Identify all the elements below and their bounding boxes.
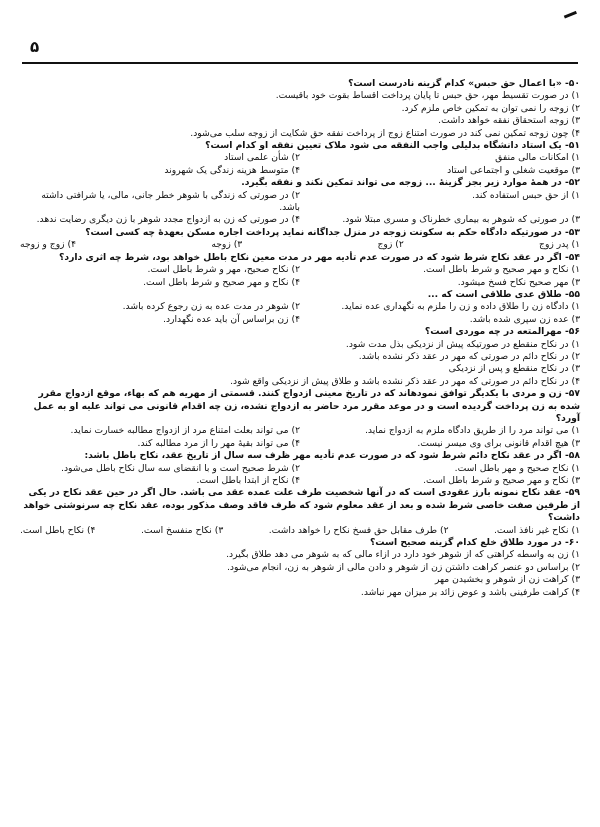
question-59-options bbox=[20, 525, 580, 537]
corner-mark bbox=[564, 11, 579, 24]
question-57-option-3: ۳) هیچ اقدام قانونی برای وی میسر نیست. bbox=[417, 437, 580, 449]
question-51-option-1: ۱) امکانات مالی منفق bbox=[495, 152, 580, 164]
question-58-row-1 bbox=[20, 463, 580, 475]
question-52-option-2: ۲) در صورتی که زندگی با شوهر خطر جانی، مالی، یا شرافتی داشته باشد. bbox=[41, 189, 300, 214]
question-58-option-4: ۴) نکاح از ابتدا باطل است. bbox=[196, 475, 300, 486]
question-60-option-1: ۱) زن به واسطه کراهتی که از شوهر خود دارد در ازاء مالی که به شوهر می دهد طلاق بگیرد. bbox=[226, 549, 580, 561]
question-50-option-1: ۱) در صورت تقسیط مهر، حق حبس تا پایان پرداخت اقساط بقوت خود باقیست. bbox=[275, 90, 580, 102]
question-53-option-3: ۳) زوجه bbox=[211, 239, 243, 251]
question-60-option-3: ۳) کراهت زن از شوهر و بخشیدن مهر bbox=[434, 574, 580, 586]
question-57-row-1 bbox=[20, 425, 580, 437]
question-58-option-2: ۲) شرط صحیح است و با انقضای سه سال نکاح باطل می‌شود. bbox=[61, 462, 300, 474]
question-57-option-4: ۴) می تواند بقیهٔ مهر را از مرد مطالبه کند. bbox=[137, 437, 300, 449]
question-53-stem: ۵۳- در صورتیکه دادگاه حکم به سکونت زوجه در منزل جداگانه نماید پرداخت اجاره مسکن بعهدهٔ چه کسی است؟ bbox=[85, 226, 580, 238]
question-51-option-3: ۳) موقعیت شغلی و اجتماعی استاد bbox=[447, 164, 580, 176]
question-55-option-2: ۲) شوهر در مدت عده به زن رجوع کرده باشد. bbox=[122, 301, 300, 313]
question-51-option-2: ۲) شأن علمی استاد bbox=[224, 152, 300, 164]
question-52-option-1: ۱) از حق حبس استفاده کند. bbox=[472, 189, 580, 201]
question-56-option-1: ۱) در نکاح منقطع در صورتیکه پیش از نزدیکی بذل مدت شود. bbox=[345, 338, 580, 350]
question-55-stem: ۵۵- طلاق عدی طلاقی است که ... bbox=[427, 288, 580, 300]
question-56-option-3: ۳) در نکاح منقطع و پس از نزدیکی bbox=[448, 363, 580, 375]
question-52-stem: ۵۲- در همهٔ موارد زیر بجز گزینهٔ ... زوجه می تواند تمکین نکند و نفقه بگیرد. bbox=[241, 177, 580, 189]
question-54-row-2 bbox=[20, 277, 580, 289]
question-54-option-1: ۱) نکاح و مهر صحیح و شرط باطل است. bbox=[423, 264, 580, 276]
question-53-option-1: ۱) پدر زوج bbox=[539, 239, 580, 251]
question-58-row-2 bbox=[20, 475, 580, 487]
question-56-option-2: ۲) در نکاح دائم در صورتی که مهر در عقد ذکر نشده باشد. bbox=[358, 350, 580, 362]
question-59-option-4: ۴) نکاح باطل است. bbox=[20, 524, 96, 536]
header-rule bbox=[22, 62, 578, 64]
question-55-option-1: ۱) دادگاه زن را طلاق داده و زن را ملزم به نگهداری عده نماید. bbox=[341, 301, 580, 313]
question-52-row-2 bbox=[20, 214, 580, 226]
question-59-option-2: ۲) طرف مقابل حق فسخ نکاح را خواهد داشت. bbox=[268, 524, 449, 536]
question-51-option-4: ۴) متوسط هزینه زندگی یک شهروند bbox=[164, 164, 300, 176]
question-55-row-2 bbox=[20, 314, 580, 326]
question-55-row-1 bbox=[20, 301, 580, 313]
question-58-stem: ۵۸- اگر در عقد نکاح دائم شرط شود که در صورت عدم تأدیه مهر ظرف سه سال از تاریخ عقد، نکاح باطل باشد: bbox=[84, 450, 580, 462]
question-55-option-3: ۳) عده زن سپری شده باشد. bbox=[469, 313, 580, 325]
question-60-stem: ۶۰- در مورد طلاق خلع کدام گزینه صحیح است؟ bbox=[369, 537, 580, 549]
question-51-row-1 bbox=[20, 152, 580, 164]
question-60-option-4: ۴) کراهت طرفینی باشد و عوض زائد بر میزان مهر نباشد. bbox=[360, 586, 580, 598]
question-58-option-3: ۳) نکاح و مهر صحیح و شرط باطل است. bbox=[423, 475, 580, 486]
question-52-option-4: ۴) در صورتی که زن به ازدواج مجدد شوهر با زن دیگری رضایت ندهد. bbox=[36, 214, 300, 226]
question-56-option-4: ۴) در نکاح دائم در صورتی که مهر در عقد ذکر نشده باشد و طلاق پیش از نزدیکی واقع شود. bbox=[230, 375, 580, 387]
question-54-option-2: ۲) نکاح صحیح، مهر و شرط باطل است. bbox=[147, 264, 300, 276]
question-52-row-1 bbox=[20, 190, 580, 215]
question-57-option-1: ۱) می تواند مرد را از طریق دادگاه ملزم به ازدواج نماید. bbox=[364, 425, 580, 437]
question-57-stem: ۵۷- زن و مردی با یکدیگر توافق نمودهاند که در تاریخ معینی ازدواج کنند. قسمتی از مهریه هم که بهاء، موقع ازدواج مقرر شده به زن پرداخت گردیده است و در موعد مقرر مرد حاضر به ازدواج نشده، زن چه اقدام قانونی می تواند علیه او به عمل آورد؟ bbox=[33, 388, 580, 424]
question-51-row-2 bbox=[20, 165, 580, 177]
question-54-stem: ۵۴- اگر در عقد نکاح شرط شود که در صورت عدم تأدیه مهر در مدت معین نکاح باطل خواهد بود، شرط چه اثری دارد؟ bbox=[59, 251, 580, 263]
question-54-option-3: ۳) مهر صحیح نکاح فسخ میشود. bbox=[457, 276, 580, 288]
question-53-options bbox=[20, 239, 580, 251]
question-58-option-1: ۱) نکاح صحیح و مهر باطل است. bbox=[454, 462, 580, 474]
question-56-stem: ۵۶- مهرالمتعه در چه موردی است؟ bbox=[424, 326, 580, 338]
question-50-option-3: ۳) زوجه استحقاق نفقه خواهد داشت. bbox=[438, 115, 580, 127]
question-52-option-3: ۳) در صورتی که شوهر به بیماری خطرناک و مسری مبتلا شود. bbox=[342, 214, 580, 226]
question-57-row-2 bbox=[20, 438, 580, 450]
question-51-stem: ۵۱- یک استاد دانشگاه بدلیلی واجب النفقه می شود ملاک تعیین نفقه او کدام است؟ bbox=[205, 140, 580, 152]
question-54-row-1 bbox=[20, 264, 580, 276]
page-number: ۵ bbox=[30, 38, 40, 56]
question-50-stem: ۵۰- «با اعمال حق حبس» کدام گزینه نادرست است؟ bbox=[348, 78, 580, 89]
question-59-option-1: ۱) نکاح غیر نافذ است. bbox=[494, 524, 580, 536]
question-54-option-4: ۴) نکاح و مهر صحیح و شرط باطل است. bbox=[143, 276, 300, 288]
question-53-option-2: ۲) زوج bbox=[377, 239, 404, 251]
question-50-option-2: ۲) زوجه را نمی توان به تمکین خاص ملزم کرد. bbox=[401, 102, 580, 114]
question-53-option-4: ۴) زوج و زوجه bbox=[20, 239, 77, 251]
question-59-option-3: ۳) نکاح منفسخ است. bbox=[140, 524, 224, 536]
question-60-option-2: ۲) براساس دو عنصر کراهت داشتن زن از شوهر و دادن مالی از شوهر به زن، انجام می‌شود. bbox=[226, 561, 580, 573]
question-57-option-2: ۲) می تواند بعلت امتناع مرد از ازدواج مطالبه خسارت نماید. bbox=[70, 425, 300, 437]
question-59-stem: ۵۹- عقد نکاح نمونه بارز عقودی است که در آنها شخصیت طرف علت عمده عقد می باشد. حال اگر در حین عقد نکاح در یکی از طرفین صفت خاصی شرط شده و بعد از عقد معلوم شود که طرف فاقد وصف مذکور بوده، عقد نکاح چه سرنوشتی خواهد داشت؟ bbox=[23, 487, 580, 524]
question-50-option-4: ۴) چون زوجه تمکین نمی کند در صورت امتناع زوج از پرداخت نفقه حق شکایت از زوجه سلب می‌شود. bbox=[190, 127, 580, 139]
question-55-option-4: ۴) زن براساس آن باید عده نگهدارد. bbox=[163, 313, 300, 325]
questions-list bbox=[20, 78, 580, 599]
